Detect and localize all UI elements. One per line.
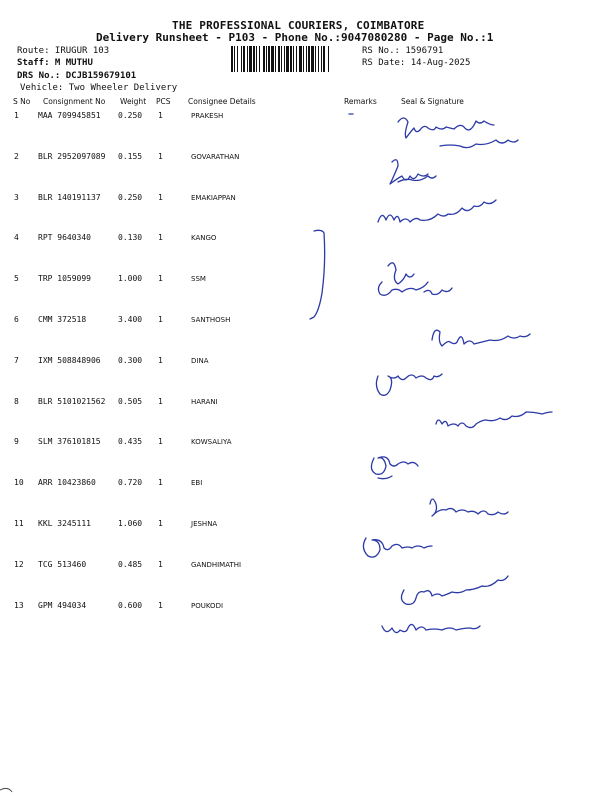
row-consignee: GANDHIMATHI xyxy=(191,560,242,569)
table-row xyxy=(0,437,600,449)
table-row xyxy=(0,356,600,368)
row-weight: 1.000 xyxy=(118,274,143,284)
row-consignee: HARANI xyxy=(191,397,218,406)
row-consignment-no: TCG 513460 xyxy=(38,559,87,569)
table-row xyxy=(0,397,600,409)
row-pcs: 1 xyxy=(158,233,163,243)
table-row xyxy=(0,111,600,123)
signature-8 xyxy=(436,412,552,428)
col-consignee: Consignee Details xyxy=(188,97,256,106)
rs-number: RS No.: 1596791 xyxy=(362,46,444,56)
document-title: THE PROFESSIONAL COURIERS, COIMBATORE xyxy=(172,19,425,32)
row-pcs: 1 xyxy=(158,151,163,161)
row-sno: 9 xyxy=(14,437,19,447)
row-weight: 0.720 xyxy=(118,478,143,488)
signature-14 xyxy=(382,624,480,632)
row-sno: 13 xyxy=(14,600,24,610)
row-weight: 0.485 xyxy=(118,559,143,569)
row-weight: 0.155 xyxy=(118,151,143,161)
row-consignment-no: BLR 2952097089 xyxy=(38,151,106,161)
vehicle-label: Vehicle: Two Wheeler Delivery xyxy=(20,83,178,93)
table-row xyxy=(0,233,600,245)
row-consignee: DINA xyxy=(191,356,209,365)
row-consignment-no: ARR 10423860 xyxy=(38,478,96,488)
row-consignee: SANTHOSH xyxy=(191,316,231,324)
row-sno: 5 xyxy=(14,274,19,284)
row-consignment-no: KKL 3245111 xyxy=(38,519,91,528)
document-subtitle: Delivery Runsheet - P103 - Phone No.:9047080280 - Page No.:1 xyxy=(96,31,494,44)
row-weight: 0.600 xyxy=(118,600,143,610)
row-sno: 12 xyxy=(14,559,24,569)
col-seal-signature: Seal & Signature xyxy=(401,97,464,106)
row-pcs: 1 xyxy=(158,559,163,569)
row-pcs: 1 xyxy=(158,600,163,610)
rs-date: RS Date: 14-Aug-2025 xyxy=(362,58,471,68)
row-weight: 1.060 xyxy=(118,519,143,528)
col-remarks: Remarks xyxy=(344,97,377,106)
table-row xyxy=(0,519,600,531)
staff-label: Staff: M MUTHU xyxy=(17,58,93,68)
signature-11 xyxy=(430,499,508,516)
row-sno: 10 xyxy=(14,478,24,488)
row-consignee: POUKODI xyxy=(191,601,224,610)
row-pcs: 1 xyxy=(158,192,163,202)
row-consignee: JESHNA xyxy=(191,520,218,528)
row-sno: 1 xyxy=(14,111,19,120)
col-consignment: Consignment No xyxy=(43,97,106,106)
col-weight: Weight xyxy=(120,97,147,106)
row-pcs: 1 xyxy=(158,519,163,528)
row-sno: 4 xyxy=(14,233,19,243)
row-consignee: GOVARATHAN xyxy=(191,152,240,161)
row-consignment-no: GPM 494034 xyxy=(38,600,87,610)
row-consignment-no: MAA 709945851 xyxy=(38,111,101,120)
signature-7 xyxy=(376,374,442,395)
row-weight: 0.250 xyxy=(118,192,143,202)
row-pcs: 1 xyxy=(158,274,163,284)
row-pcs: 1 xyxy=(158,355,163,365)
row-weight: 3.400 xyxy=(118,315,143,324)
signature-6 xyxy=(432,330,530,346)
row-weight: 0.130 xyxy=(118,233,143,243)
row-sno: 3 xyxy=(14,192,19,202)
row-sno: 7 xyxy=(14,355,19,365)
row-sno: 6 xyxy=(14,315,19,324)
row-pcs: 1 xyxy=(158,396,163,406)
row-consignment-no: TRP 1059099 xyxy=(38,274,91,284)
row-consignee: EBI xyxy=(191,479,203,488)
table-row xyxy=(0,193,600,205)
table-row xyxy=(0,478,600,490)
row-consignee: PRAKESH xyxy=(191,112,224,120)
row-weight: 0.435 xyxy=(118,437,143,447)
row-sno: 11 xyxy=(14,519,24,528)
row-pcs: 1 xyxy=(158,315,163,324)
table-row xyxy=(0,152,600,164)
row-sno: 2 xyxy=(14,151,19,161)
drs-label: DRS No.: DCJB159679101 xyxy=(17,71,137,81)
row-sno: 8 xyxy=(14,396,19,406)
table-row xyxy=(0,560,600,572)
signature-12 xyxy=(363,538,432,557)
table-row xyxy=(0,601,600,613)
row-consignment-no: SLM 376101815 xyxy=(38,437,101,447)
row-consignment-no: RPT 9640340 xyxy=(38,233,91,243)
row-pcs: 1 xyxy=(158,111,163,120)
signature-10 xyxy=(371,457,418,479)
row-consignee: SSM xyxy=(191,275,206,284)
row-pcs: 1 xyxy=(158,478,163,488)
row-weight: 0.300 xyxy=(118,355,143,365)
corner-mark xyxy=(0,788,12,792)
row-consignment-no: CMM 372518 xyxy=(38,315,87,324)
row-pcs: 1 xyxy=(158,437,163,447)
table-row xyxy=(0,315,600,327)
row-consignee: KOWSALIYA xyxy=(191,438,232,447)
row-weight: 0.250 xyxy=(118,111,143,120)
row-consignment-no: BLR 5101021562 xyxy=(38,396,106,406)
row-consignee: EMAKIAPPAN xyxy=(191,193,236,202)
route-label: Route: IRUGUR 103 xyxy=(17,46,110,56)
col-pcs: PCS xyxy=(156,97,171,106)
table-row xyxy=(0,274,600,286)
row-weight: 0.505 xyxy=(118,396,143,406)
row-consignee: KANGO xyxy=(191,234,217,243)
row-consignment-no: BLR 140191137 xyxy=(38,192,101,202)
row-consignment-no: IXM 508848906 xyxy=(38,355,101,365)
col-sno: S No xyxy=(13,97,31,106)
